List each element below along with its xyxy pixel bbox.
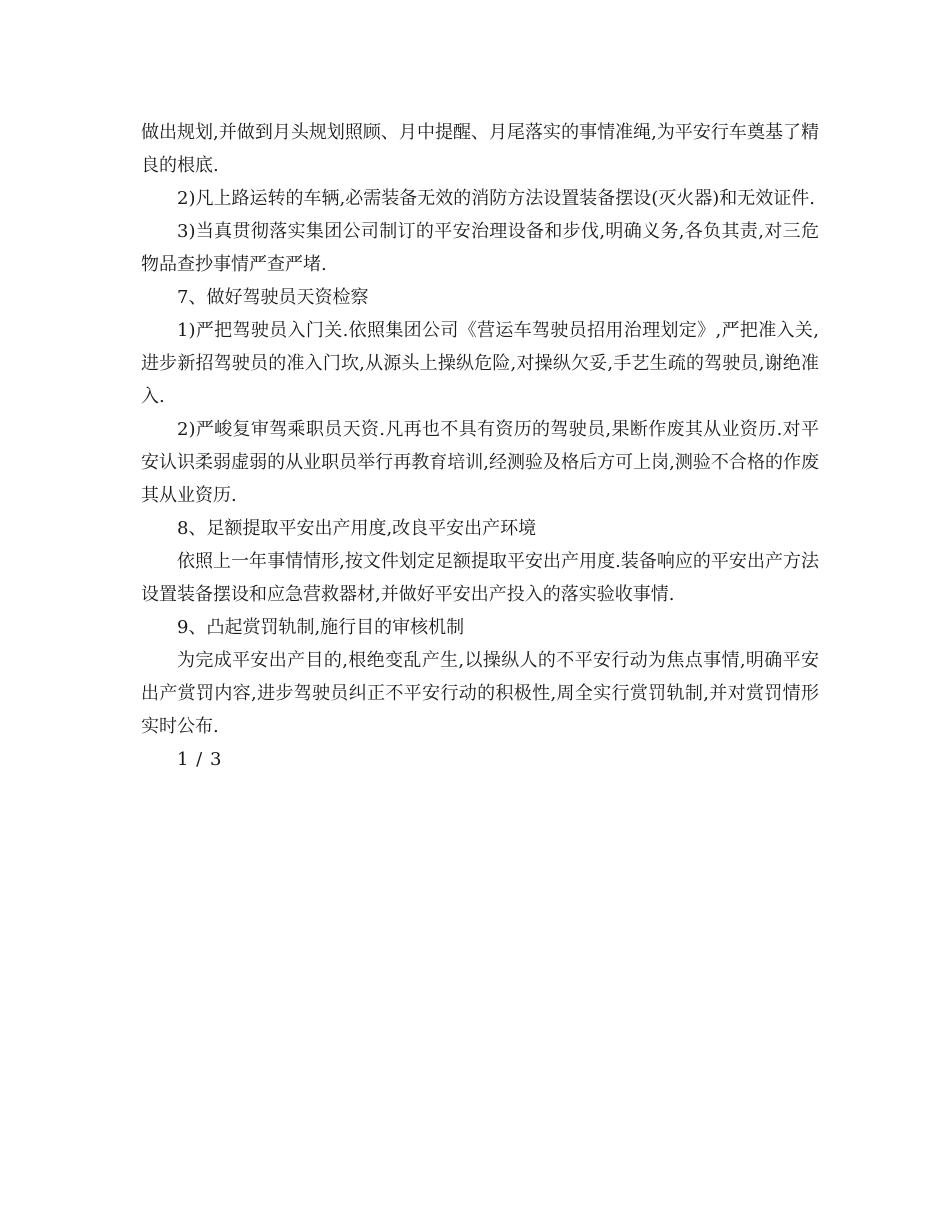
section-heading-9: 9、凸起赏罚轨制,施行目的审核机制: [177, 617, 465, 638]
section-heading-7: 7、做好驾驶员天资检察: [177, 287, 369, 308]
paragraph-rewards-penalties: 为完成平安出产目的,根绝变乱产生,以操纵人的不平安行动为焦点事情,明确平安出产赏罚内容,进步驾驶员纠正不平安行动的积极性,周全实行赏罚轨制,并对赏罚情形实时公布.: [141, 650, 819, 737]
section-heading-8: 8、足额提取平安出产用度,改良平安出产环境: [177, 518, 537, 539]
document-body: [141, 116, 819, 776]
paragraph-driver-review: 2)严峻复审驾乘职员天资.凡再也不具有资历的驾驶员,果断作废其从业资历.对平安认识柔弱虚弱的从业职员举行再教育培训,经测验及格后方可上岗,测验不合格的作废其从业资历.: [141, 419, 819, 506]
paragraph-fire-equipment: 2)凡上路运转的车辆,必需装备无效的消防方法设置装备摆设(灭火器)和无效证件.: [177, 188, 815, 209]
paragraph-safety-funds: 依照上一年事情情形,按文件划定足额提取平安出产用度.装备响应的平安出产方法设置装备摆设和应急营救器材,并做好平安出产投入的落实验收事情.: [141, 551, 819, 605]
paragraph-continuation: 做出规划,并做到月头规划照顾、月中提醒、月尾落实的事情准绳,为平安行车奠基了精良的根底.: [141, 122, 819, 176]
page-number: 1 / 3: [177, 749, 223, 770]
paragraph-safety-rules: 3)当真贯彻落实集团公司制订的平安治理设备和步伐,明确义务,各负其责,对三危物品查抄事情严查严堵.: [141, 221, 819, 275]
paragraph-driver-entry: 1)严把驾驶员入门关.依照集团公司《营运车驾驶员招用治理划定》,严把准入关,进步新招驾驶员的准入门坎,从源头上操纵危险,对操纵欠妥,手艺生疏的驾驶员,谢绝准入.: [141, 320, 819, 407]
